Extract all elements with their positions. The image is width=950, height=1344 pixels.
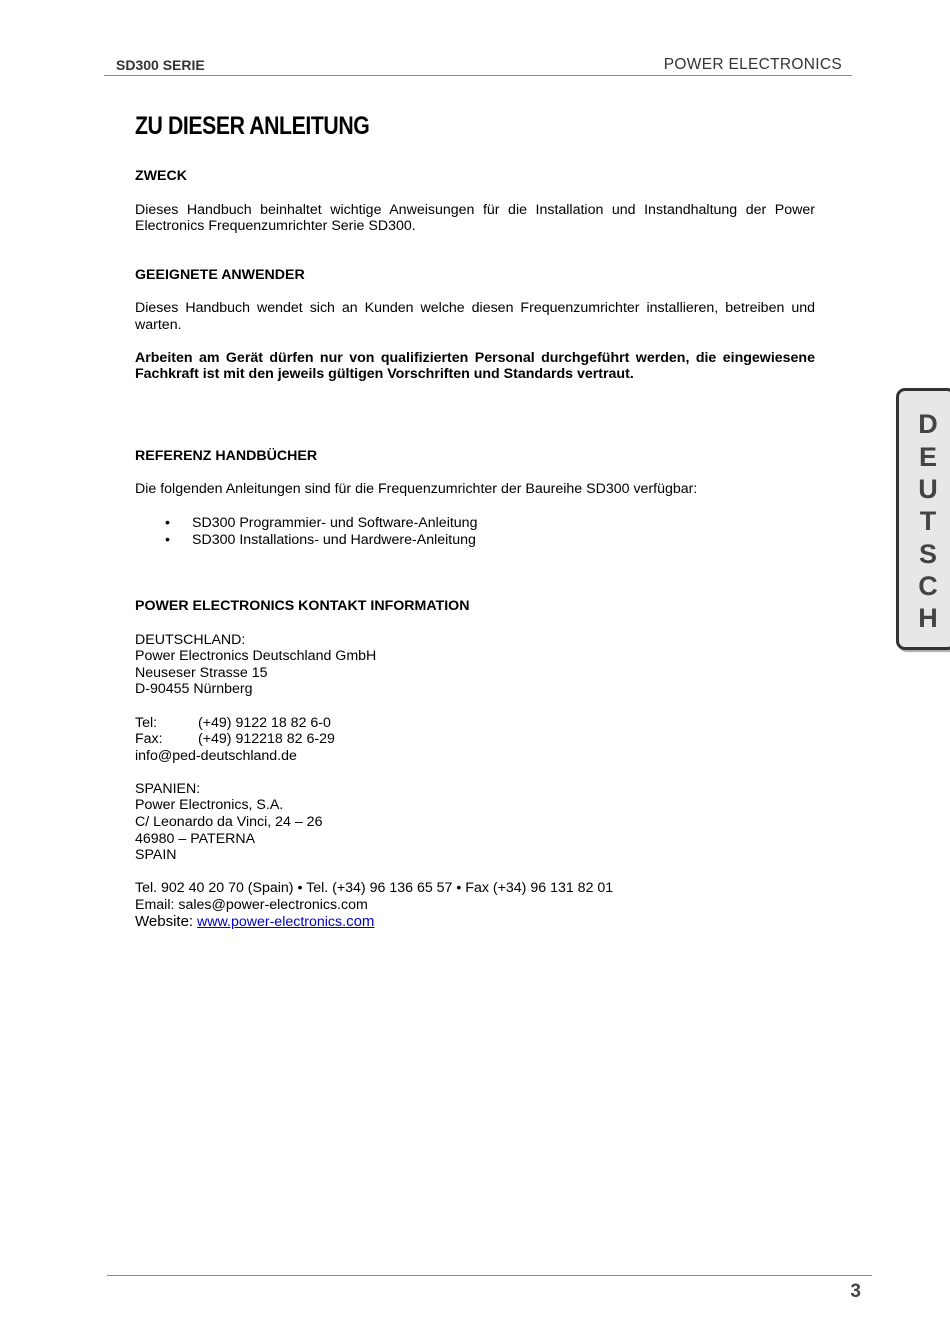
list-item: • SD300 Programmier- und Software-Anleitung [135, 515, 815, 533]
zweck-text: Dieses Handbuch beinhaltet wichtige Anweisungen für die Installation und Instandhaltung der Power Electronics Frequenzumrichter Serie SD300. [135, 201, 815, 235]
language-tab-letter: H [918, 603, 938, 633]
language-tab-letter: C [918, 571, 938, 601]
manual-list [135, 515, 815, 550]
es-street: C/ Leonardo da Vinci, 24 – 26 [135, 814, 323, 831]
header-series: SD300 SERIE [116, 57, 205, 73]
de-fax-label: Fax: [135, 731, 163, 748]
referenz-heading: REFERENZ HANDBÜCHER [135, 447, 318, 464]
language-tab-letter: D [918, 409, 938, 439]
referenz-intro: Die folgenden Anleitungen sind für die Frequenzumrichter der Baureihe SD300 verfügbar: [135, 481, 698, 498]
header-rule [104, 75, 852, 76]
de-tel-label: Tel: [135, 714, 158, 731]
contact-germany [135, 632, 815, 765]
anwender-warning: Arbeiten am Gerät dürfen nur von qualifizierten Personal durchgeführt werden, die eingewiesene Fachkraft ist mit den jeweils gültigen Vorschriften und Standards vertraut. [135, 349, 815, 383]
page-number: 3 [850, 1281, 861, 1302]
website-link[interactable] [197, 914, 374, 930]
anwender-text: Dieses Handbuch wendet sich an Kunden welche diesen Frequenzumrichter installieren, betreiben und warten. [135, 300, 815, 333]
de-email: info@ped-deutschland.de [135, 747, 297, 764]
de-fax [135, 731, 815, 748]
zweck-heading: ZWECK [135, 168, 188, 184]
es-phones: Tel. 902 40 20 70 (Spain) • Tel. (+34) 96 136 65 57 • Fax (+34) 96 131 82 01 [135, 880, 614, 897]
de-city: D-90455 Nürnberg [135, 681, 253, 698]
language-tab [896, 388, 950, 650]
de-company: Power Electronics Deutschland GmbH [135, 648, 377, 665]
es-nation: SPAIN [135, 847, 177, 864]
anwender-heading: GEEIGNETE ANWENDER [135, 266, 305, 283]
de-country: DEUTSCHLAND: [135, 631, 246, 648]
kontakt-heading: POWER ELECTRONICS KONTAKT INFORMATION [135, 597, 470, 614]
es-website [135, 914, 815, 931]
website-label: Website: [135, 912, 194, 930]
footer-rule [107, 1275, 872, 1276]
page-content [135, 168, 815, 930]
de-street: Neuseser Strasse 15 [135, 664, 268, 681]
language-tab-letter: E [918, 442, 937, 472]
de-tel [135, 715, 815, 732]
page-title: ZU DIESER ANLEITUNG [135, 112, 370, 140]
language-tab-letter: T [919, 506, 937, 536]
es-email: Email: sales@power-electronics.com [135, 897, 368, 914]
list-item: • SD300 Installations- und Hardwere-Anleitung [135, 532, 815, 550]
website-link-tail: com [346, 912, 375, 930]
language-tab-letter: S [918, 539, 937, 569]
header-brand: POWER ELECTRONICS [663, 56, 842, 73]
de-tel-value: (+49) 9122 18 82 6-0 [198, 714, 331, 731]
language-tab-letter: U [918, 474, 938, 504]
website-link-main: www.power-electronics. [197, 913, 347, 930]
es-city: 46980 – PATERNA [135, 830, 256, 847]
de-fax-value: (+49) 912218 82 6-29 [198, 731, 335, 748]
contact-spain [135, 781, 815, 930]
es-country: SPANIEN: [135, 780, 201, 797]
es-company: Power Electronics, S.A. [135, 797, 284, 814]
